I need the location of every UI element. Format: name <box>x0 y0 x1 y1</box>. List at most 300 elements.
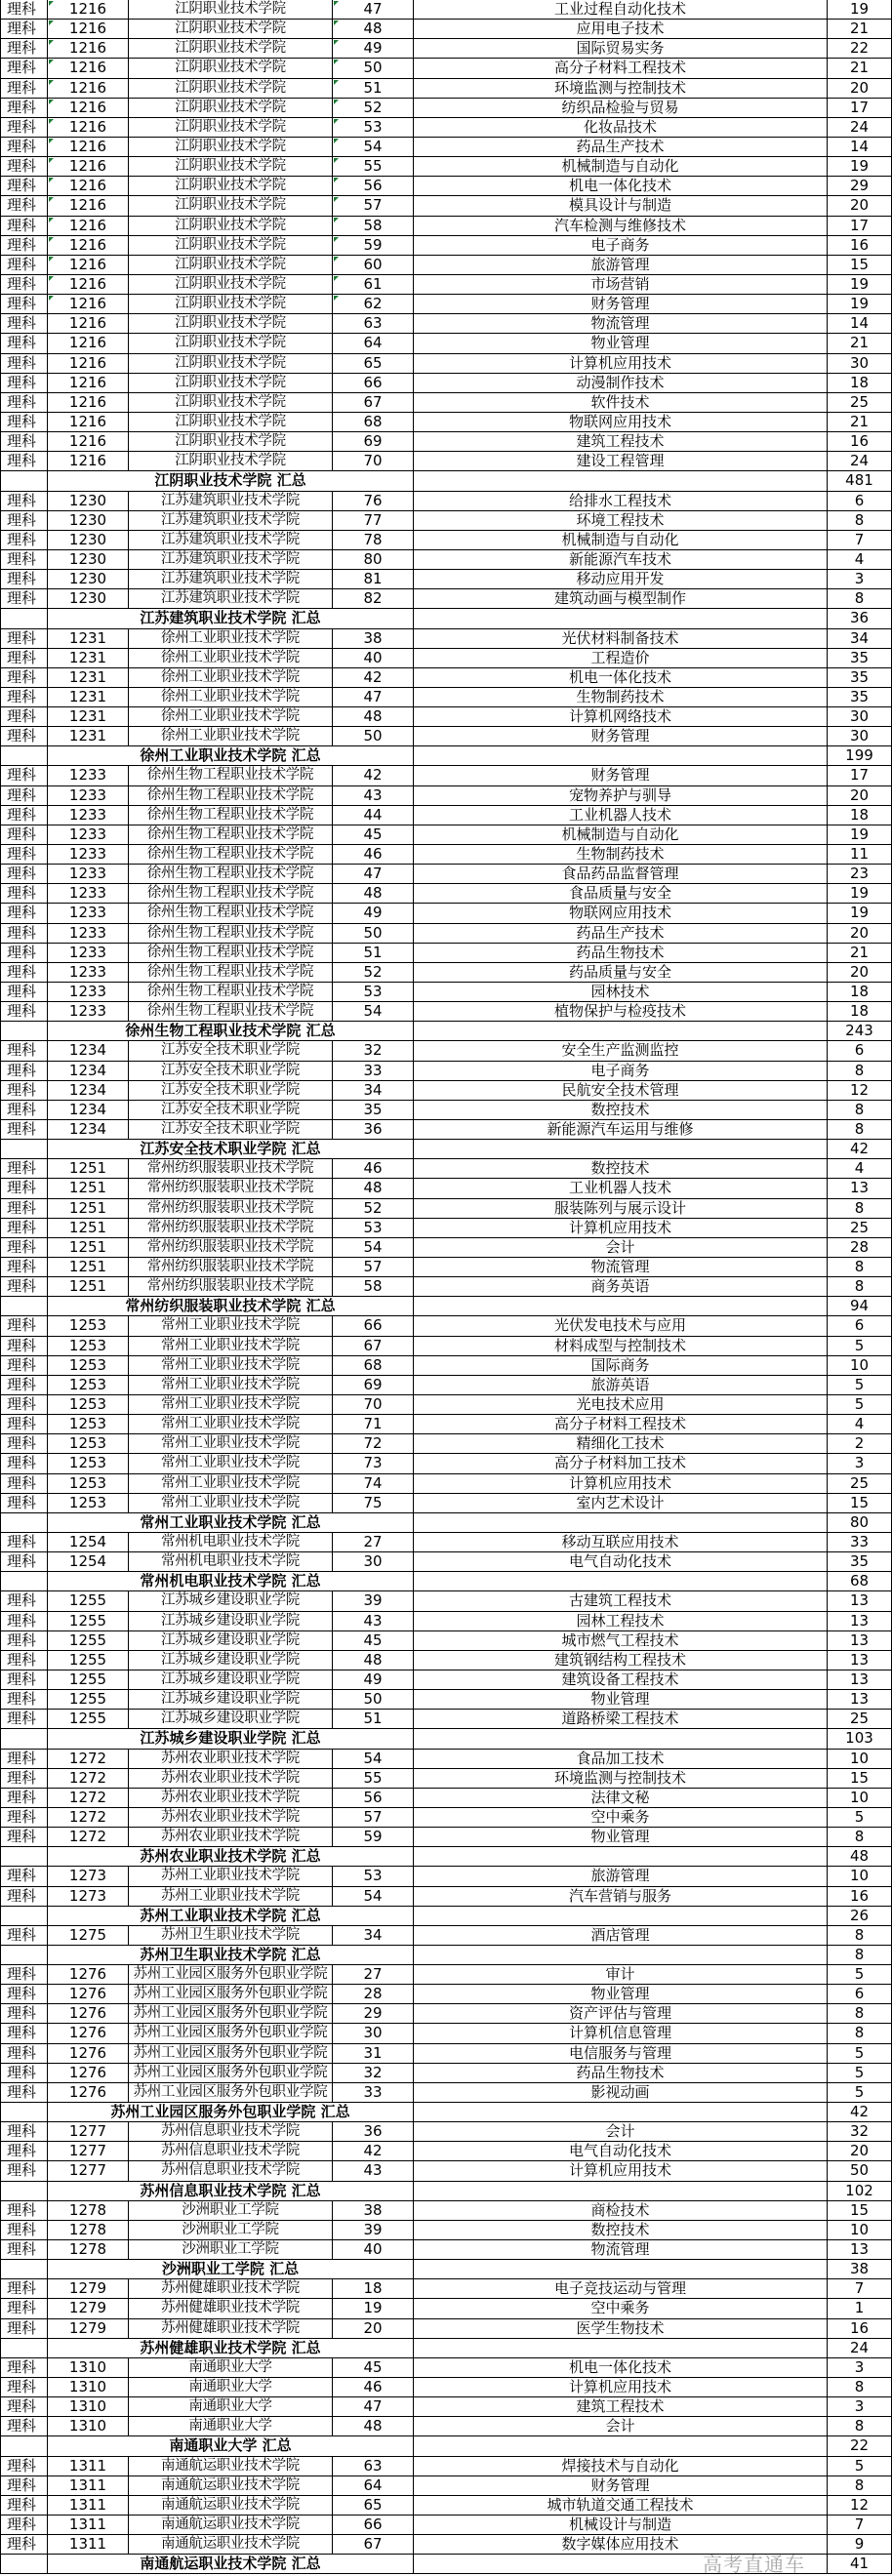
empty-cell[interactable] <box>0 1907 48 1925</box>
plan-count-cell[interactable]: 5 <box>828 1808 892 1827</box>
school-name-cell[interactable]: 江苏城乡建设职业学院 <box>129 1591 333 1610</box>
major-code-cell[interactable]: 62 <box>333 295 414 313</box>
major-name-cell[interactable]: 国际商务 <box>414 1356 828 1375</box>
plan-count-cell[interactable]: 16 <box>828 236 892 255</box>
empty-cell[interactable] <box>0 1847 48 1866</box>
plan-count-cell[interactable]: 12 <box>828 1081 892 1100</box>
category-cell[interactable]: 理科 <box>0 884 48 903</box>
category-cell[interactable]: 理科 <box>0 2122 48 2141</box>
major-name-cell[interactable]: 物流管理 <box>414 314 828 333</box>
category-cell[interactable]: 理科 <box>0 1631 48 1650</box>
plan-count-cell[interactable]: 13 <box>828 1179 892 1197</box>
category-cell[interactable]: 理科 <box>0 1376 48 1394</box>
subtotal-value-cell[interactable]: 102 <box>828 2182 892 2200</box>
major-name-cell[interactable]: 新能源汽车运用与维修 <box>414 1120 828 1139</box>
major-code-cell[interactable]: 69 <box>333 432 414 451</box>
school-code-cell[interactable]: 1233 <box>48 865 129 883</box>
major-code-cell[interactable]: 36 <box>333 2122 414 2141</box>
school-code-cell[interactable]: 1230 <box>48 492 129 510</box>
plan-count-cell[interactable]: 7 <box>828 2516 892 2534</box>
major-name-cell[interactable]: 会计 <box>414 1238 828 1257</box>
school-code-cell[interactable]: 1233 <box>48 806 129 825</box>
category-cell[interactable]: 理科 <box>0 2417 48 2435</box>
major-name-cell[interactable]: 高分子材料加工技术 <box>414 1454 828 1472</box>
major-name-cell[interactable]: 机械制造与自动化 <box>414 157 828 176</box>
category-cell[interactable]: 理科 <box>0 217 48 235</box>
major-code-cell[interactable]: 45 <box>333 1631 414 1650</box>
school-name-cell[interactable]: 江阴职业技术学院 <box>129 393 333 412</box>
school-name-cell[interactable]: 江阴职业技术学院 <box>129 236 333 255</box>
major-name-cell[interactable]: 食品加工技术 <box>414 1750 828 1768</box>
category-cell[interactable]: 理科 <box>0 2457 48 2475</box>
major-name-cell[interactable]: 物业管理 <box>414 1828 828 1846</box>
category-cell[interactable]: 理科 <box>0 570 48 588</box>
school-code-cell[interactable]: 1273 <box>48 1867 129 1885</box>
empty-cell[interactable] <box>0 471 48 490</box>
school-name-cell[interactable]: 江阴职业技术学院 <box>129 79 333 98</box>
plan-count-cell[interactable]: 1 <box>828 2299 892 2317</box>
plan-count-cell[interactable]: 25 <box>828 1474 892 1493</box>
category-cell[interactable]: 理科 <box>0 20 48 38</box>
subtotal-label-cell[interactable]: 南通职业大学 汇总 <box>48 2436 414 2455</box>
school-code-cell[interactable]: 1216 <box>48 99 129 117</box>
school-code-cell[interactable]: 1216 <box>48 354 129 373</box>
major-code-cell[interactable]: 43 <box>333 2161 414 2180</box>
category-cell[interactable]: 理科 <box>0 1277 48 1296</box>
major-code-cell[interactable]: 47 <box>333 2397 414 2416</box>
school-code-cell[interactable]: 1272 <box>48 1769 129 1788</box>
school-code-cell[interactable]: 1253 <box>48 1356 129 1375</box>
school-name-cell[interactable]: 南通航运职业技术学院 <box>129 2535 333 2554</box>
major-name-cell[interactable]: 园林技术 <box>414 983 828 1001</box>
major-name-cell[interactable]: 电子商务 <box>414 1062 828 1080</box>
school-name-cell[interactable]: 苏州工业职业技术学院 <box>129 1887 333 1906</box>
category-cell[interactable]: 理科 <box>0 138 48 156</box>
major-code-cell[interactable]: 69 <box>333 1376 414 1394</box>
school-name-cell[interactable]: 江苏安全技术职业学院 <box>129 1101 333 1119</box>
school-name-cell[interactable]: 苏州健雄职业技术学院 <box>129 2299 333 2317</box>
category-cell[interactable]: 理科 <box>0 2221 48 2239</box>
major-code-cell[interactable]: 52 <box>333 963 414 982</box>
school-name-cell[interactable]: 苏州农业职业技术学院 <box>129 1808 333 1827</box>
school-code-cell[interactable]: 1272 <box>48 1789 129 1807</box>
major-code-cell[interactable]: 60 <box>333 256 414 274</box>
category-cell[interactable]: 理科 <box>0 374 48 392</box>
major-code-cell[interactable]: 36 <box>333 1120 414 1139</box>
major-code-cell[interactable]: 18 <box>333 2279 414 2298</box>
school-name-cell[interactable]: 江苏城乡建设职业学院 <box>129 1690 333 1709</box>
major-code-cell[interactable]: 48 <box>333 20 414 38</box>
plan-count-cell[interactable]: 35 <box>828 688 892 706</box>
category-cell[interactable]: 理科 <box>0 786 48 805</box>
empty-cell[interactable] <box>414 746 828 765</box>
school-code-cell[interactable]: 1216 <box>48 196 129 215</box>
major-name-cell[interactable]: 药品生物技术 <box>414 2064 828 2082</box>
major-code-cell[interactable]: 53 <box>333 1219 414 1237</box>
school-name-cell[interactable]: 南通航运职业技术学院 <box>129 2476 333 2495</box>
major-code-cell[interactable]: 56 <box>333 177 414 195</box>
school-code-cell[interactable]: 1251 <box>48 1238 129 1257</box>
school-name-cell[interactable]: 徐州工业职业技术学院 <box>129 688 333 706</box>
major-code-cell[interactable]: 43 <box>333 1612 414 1630</box>
major-code-cell[interactable]: 74 <box>333 1474 414 1493</box>
plan-count-cell[interactable]: 28 <box>828 1238 892 1257</box>
major-name-cell[interactable]: 物业管理 <box>414 1985 828 2003</box>
school-name-cell[interactable]: 常州纺织服装职业技术学院 <box>129 1159 333 1178</box>
empty-cell[interactable] <box>414 2182 828 2200</box>
plan-count-cell[interactable]: 16 <box>828 1887 892 1906</box>
empty-cell[interactable] <box>414 2260 828 2278</box>
plan-count-cell[interactable]: 6 <box>828 1985 892 2003</box>
plan-count-cell[interactable]: 6 <box>828 492 892 510</box>
major-code-cell[interactable]: 27 <box>333 1533 414 1551</box>
plan-count-cell[interactable]: 19 <box>828 295 892 313</box>
category-cell[interactable]: 理科 <box>0 963 48 982</box>
major-name-cell[interactable]: 法律文秘 <box>414 1789 828 1807</box>
school-name-cell[interactable]: 徐州生物工程职业技术学院 <box>129 845 333 864</box>
plan-count-cell[interactable]: 18 <box>828 374 892 392</box>
category-cell[interactable]: 理科 <box>0 904 48 922</box>
major-code-cell[interactable]: 30 <box>333 2024 414 2042</box>
major-name-cell[interactable]: 建筑工程技术 <box>414 432 828 451</box>
major-name-cell[interactable]: 室内艺术设计 <box>414 1494 828 1512</box>
major-code-cell[interactable]: 63 <box>333 2457 414 2475</box>
plan-count-cell[interactable]: 9 <box>828 2535 892 2554</box>
plan-count-cell[interactable]: 16 <box>828 2319 892 2338</box>
subtotal-value-cell[interactable]: 68 <box>828 1572 892 1590</box>
subtotal-value-cell[interactable]: 199 <box>828 746 892 765</box>
plan-count-cell[interactable]: 20 <box>828 79 892 98</box>
plan-count-cell[interactable]: 13 <box>828 1631 892 1650</box>
school-code-cell[interactable]: 1255 <box>48 1612 129 1630</box>
subtotal-label-cell[interactable]: 徐州生物工程职业技术学院 汇总 <box>48 1022 414 1040</box>
major-code-cell[interactable]: 42 <box>333 2142 414 2160</box>
plan-count-cell[interactable]: 8 <box>828 1277 892 1296</box>
school-name-cell[interactable]: 江苏建筑职业技术学院 <box>129 589 333 608</box>
plan-count-cell[interactable]: 21 <box>828 944 892 962</box>
school-name-cell[interactable]: 徐州工业职业技术学院 <box>129 629 333 648</box>
category-cell[interactable]: 理科 <box>0 1337 48 1355</box>
school-name-cell[interactable]: 苏州工业园区服务外包职业学院 <box>129 1965 333 1984</box>
major-name-cell[interactable]: 古建筑工程技术 <box>414 1591 828 1610</box>
category-cell[interactable]: 理科 <box>0 1101 48 1119</box>
school-name-cell[interactable]: 江阴职业技术学院 <box>129 354 333 373</box>
major-code-cell[interactable]: 51 <box>333 79 414 98</box>
school-code-cell[interactable]: 1251 <box>48 1199 129 1218</box>
school-code-cell[interactable]: 1310 <box>48 2397 129 2416</box>
school-name-cell[interactable]: 江阴职业技术学院 <box>129 275 333 294</box>
plan-count-cell[interactable]: 15 <box>828 2201 892 2220</box>
subtotal-label-cell[interactable]: 江阴职业技术学院 汇总 <box>48 471 414 490</box>
major-code-cell[interactable]: 65 <box>333 354 414 373</box>
category-cell[interactable]: 理科 <box>0 334 48 352</box>
school-name-cell[interactable]: 苏州工业园区服务外包职业学院 <box>129 2004 333 2023</box>
category-cell[interactable]: 理科 <box>0 924 48 943</box>
major-name-cell[interactable]: 建筑钢结构工程技术 <box>414 1651 828 1670</box>
plan-count-cell[interactable]: 4 <box>828 550 892 569</box>
category-cell[interactable]: 理科 <box>0 99 48 117</box>
major-name-cell[interactable]: 宠物养护与驯导 <box>414 786 828 805</box>
school-code-cell[interactable]: 1278 <box>48 2221 129 2239</box>
school-code-cell[interactable]: 1216 <box>48 374 129 392</box>
school-code-cell[interactable]: 1255 <box>48 1690 129 1709</box>
subtotal-label-cell[interactable]: 江苏城乡建设职业学院 汇总 <box>48 1729 414 1748</box>
school-code-cell[interactable]: 1251 <box>48 1159 129 1178</box>
category-cell[interactable]: 理科 <box>0 492 48 510</box>
major-name-cell[interactable]: 建筑设备工程技术 <box>414 1670 828 1689</box>
major-name-cell[interactable]: 空中乘务 <box>414 1808 828 1827</box>
empty-cell[interactable] <box>414 2339 828 2357</box>
major-name-cell[interactable]: 财务管理 <box>414 2476 828 2495</box>
subtotal-value-cell[interactable]: 42 <box>828 1140 892 1158</box>
major-code-cell[interactable]: 59 <box>333 1828 414 1846</box>
plan-count-cell[interactable]: 10 <box>828 1867 892 1885</box>
school-name-cell[interactable]: 徐州工业职业技术学院 <box>129 649 333 667</box>
school-code-cell[interactable]: 1230 <box>48 511 129 530</box>
major-code-cell[interactable]: 49 <box>333 39 414 58</box>
school-code-cell[interactable]: 1233 <box>48 884 129 903</box>
category-cell[interactable]: 理科 <box>0 2004 48 2023</box>
plan-count-cell[interactable]: 10 <box>828 1789 892 1807</box>
plan-count-cell[interactable]: 34 <box>828 629 892 648</box>
category-cell[interactable]: 理科 <box>0 1926 48 1945</box>
major-code-cell[interactable]: 31 <box>333 2044 414 2063</box>
category-cell[interactable]: 理科 <box>0 1434 48 1453</box>
plan-count-cell[interactable]: 4 <box>828 1159 892 1178</box>
major-name-cell[interactable]: 电子商务 <box>414 236 828 255</box>
empty-cell[interactable] <box>0 1022 48 1040</box>
school-name-cell[interactable]: 江苏建筑职业技术学院 <box>129 570 333 588</box>
category-cell[interactable]: 理科 <box>0 2279 48 2298</box>
major-name-cell[interactable]: 计算机应用技术 <box>414 1219 828 1237</box>
major-code-cell[interactable]: 73 <box>333 1454 414 1472</box>
category-cell[interactable]: 理科 <box>0 1808 48 1827</box>
plan-count-cell[interactable]: 21 <box>828 59 892 77</box>
category-cell[interactable]: 理科 <box>0 1651 48 1670</box>
plan-count-cell[interactable]: 24 <box>828 118 892 137</box>
plan-count-cell[interactable]: 12 <box>828 2496 892 2515</box>
major-code-cell[interactable]: 20 <box>333 2319 414 2338</box>
major-name-cell[interactable]: 光伏材料制备技术 <box>414 629 828 648</box>
school-name-cell[interactable]: 江阴职业技术学院 <box>129 217 333 235</box>
school-code-cell[interactable]: 1251 <box>48 1179 129 1197</box>
subtotal-label-cell[interactable]: 沙洲职业工学院 汇总 <box>48 2260 414 2278</box>
category-cell[interactable]: 理科 <box>0 39 48 58</box>
category-cell[interactable]: 理科 <box>0 1415 48 1433</box>
category-cell[interactable]: 理科 <box>0 2240 48 2259</box>
major-name-cell[interactable]: 商务英语 <box>414 1277 828 1296</box>
plan-count-cell[interactable]: 7 <box>828 531 892 549</box>
empty-cell[interactable] <box>414 1022 828 1040</box>
school-code-cell[interactable]: 1216 <box>48 334 129 352</box>
category-cell[interactable]: 理科 <box>0 275 48 294</box>
major-code-cell[interactable]: 77 <box>333 511 414 530</box>
major-code-cell[interactable]: 35 <box>333 1101 414 1119</box>
plan-count-cell[interactable]: 21 <box>828 413 892 431</box>
category-cell[interactable]: 理科 <box>0 1867 48 1885</box>
school-name-cell[interactable]: 苏州工业园区服务外包职业学院 <box>129 2044 333 2063</box>
plan-count-cell[interactable]: 24 <box>828 452 892 470</box>
empty-cell[interactable] <box>414 1729 828 1748</box>
school-code-cell[interactable]: 1233 <box>48 924 129 943</box>
plan-count-cell[interactable]: 18 <box>828 1002 892 1021</box>
major-name-cell[interactable]: 市场营销 <box>414 275 828 294</box>
major-name-cell[interactable]: 电气自动化技术 <box>414 2142 828 2160</box>
major-name-cell[interactable]: 数控技术 <box>414 1101 828 1119</box>
school-code-cell[interactable]: 1216 <box>48 118 129 137</box>
major-name-cell[interactable]: 财务管理 <box>414 295 828 313</box>
school-name-cell[interactable]: 南通职业大学 <box>129 2378 333 2396</box>
plan-count-cell[interactable]: 19 <box>828 884 892 903</box>
major-code-cell[interactable]: 68 <box>333 1356 414 1375</box>
category-cell[interactable]: 理科 <box>0 1356 48 1375</box>
plan-count-cell[interactable]: 3 <box>828 2397 892 2416</box>
plan-count-cell[interactable]: 21 <box>828 20 892 38</box>
school-name-cell[interactable]: 苏州工业职业技术学院 <box>129 1867 333 1885</box>
empty-cell[interactable] <box>414 1946 828 1964</box>
empty-cell[interactable] <box>0 1946 48 1964</box>
school-name-cell[interactable]: 常州工业职业技术学院 <box>129 1434 333 1453</box>
major-name-cell[interactable]: 光伏发电技术与应用 <box>414 1316 828 1335</box>
category-cell[interactable]: 理科 <box>0 0 48 19</box>
school-name-cell[interactable]: 常州工业职业技术学院 <box>129 1376 333 1394</box>
major-code-cell[interactable]: 80 <box>333 550 414 569</box>
category-cell[interactable]: 理科 <box>0 118 48 137</box>
major-name-cell[interactable]: 园林工程技术 <box>414 1612 828 1630</box>
major-name-cell[interactable]: 机电一体化技术 <box>414 177 828 195</box>
school-code-cell[interactable]: 1231 <box>48 707 129 726</box>
major-name-cell[interactable]: 城市燃气工程技术 <box>414 1631 828 1650</box>
major-code-cell[interactable]: 53 <box>333 118 414 137</box>
school-name-cell[interactable]: 沙洲职业工学院 <box>129 2201 333 2220</box>
school-code-cell[interactable]: 1216 <box>48 59 129 77</box>
plan-count-cell[interactable]: 8 <box>828 1199 892 1218</box>
plan-count-cell[interactable]: 15 <box>828 256 892 274</box>
major-code-cell[interactable]: 71 <box>333 1415 414 1433</box>
major-code-cell[interactable]: 28 <box>333 1985 414 2003</box>
major-code-cell[interactable]: 53 <box>333 983 414 1001</box>
empty-cell[interactable] <box>414 1513 828 1532</box>
school-name-cell[interactable]: 江阴职业技术学院 <box>129 413 333 431</box>
school-code-cell[interactable]: 1253 <box>48 1434 129 1453</box>
school-name-cell[interactable]: 苏州健雄职业技术学院 <box>129 2319 333 2338</box>
school-code-cell[interactable]: 1251 <box>48 1258 129 1276</box>
category-cell[interactable]: 理科 <box>0 2358 48 2377</box>
major-code-cell[interactable]: 78 <box>333 531 414 549</box>
subtotal-label-cell[interactable]: 常州机电职业技术学院 汇总 <box>48 1572 414 1590</box>
category-cell[interactable]: 理科 <box>0 1887 48 1906</box>
plan-count-cell[interactable]: 13 <box>828 1690 892 1709</box>
school-code-cell[interactable]: 1279 <box>48 2319 129 2338</box>
category-cell[interactable]: 理科 <box>0 1828 48 1846</box>
school-code-cell[interactable]: 1255 <box>48 1651 129 1670</box>
category-cell[interactable]: 理科 <box>0 1120 48 1139</box>
plan-count-cell[interactable]: 7 <box>828 2279 892 2298</box>
plan-count-cell[interactable]: 5 <box>828 2457 892 2475</box>
major-name-cell[interactable]: 计算机网络技术 <box>414 707 828 726</box>
major-name-cell[interactable]: 财务管理 <box>414 727 828 745</box>
major-code-cell[interactable]: 43 <box>333 786 414 805</box>
major-name-cell[interactable]: 生物制药技术 <box>414 688 828 706</box>
major-name-cell[interactable]: 道路桥梁工程技术 <box>414 1710 828 1728</box>
category-cell[interactable]: 理科 <box>0 413 48 431</box>
empty-cell[interactable] <box>414 1907 828 1925</box>
subtotal-value-cell[interactable]: 26 <box>828 1907 892 1925</box>
major-name-cell[interactable]: 电信服务与管理 <box>414 2044 828 2063</box>
plan-count-cell[interactable]: 10 <box>828 2221 892 2239</box>
plan-count-cell[interactable]: 14 <box>828 138 892 156</box>
subtotal-label-cell[interactable]: 苏州工业园区服务外包职业学院 汇总 <box>48 2103 414 2121</box>
plan-count-cell[interactable]: 30 <box>828 727 892 745</box>
empty-cell[interactable] <box>414 1572 828 1590</box>
school-code-cell[interactable]: 1233 <box>48 1002 129 1021</box>
school-name-cell[interactable]: 江阴职业技术学院 <box>129 157 333 176</box>
subtotal-label-cell[interactable]: 苏州工业职业技术学院 汇总 <box>48 1907 414 1925</box>
major-name-cell[interactable]: 影视动画 <box>414 2083 828 2102</box>
major-code-cell[interactable]: 82 <box>333 589 414 608</box>
plan-count-cell[interactable]: 6 <box>828 1316 892 1335</box>
category-cell[interactable]: 理科 <box>0 157 48 176</box>
school-code-cell[interactable]: 1254 <box>48 1533 129 1551</box>
major-name-cell[interactable]: 机械制造与自动化 <box>414 531 828 549</box>
school-code-cell[interactable]: 1216 <box>48 314 129 333</box>
school-code-cell[interactable]: 1216 <box>48 138 129 156</box>
major-code-cell[interactable]: 67 <box>333 393 414 412</box>
school-name-cell[interactable]: 常州纺织服装职业技术学院 <box>129 1277 333 1296</box>
school-code-cell[interactable]: 1310 <box>48 2378 129 2396</box>
school-name-cell[interactable]: 苏州健雄职业技术学院 <box>129 2279 333 2298</box>
plan-count-cell[interactable]: 15 <box>828 1494 892 1512</box>
major-name-cell[interactable]: 医学生物技术 <box>414 2319 828 2338</box>
major-code-cell[interactable]: 66 <box>333 1316 414 1335</box>
school-name-cell[interactable]: 常州工业职业技术学院 <box>129 1494 333 1512</box>
school-code-cell[interactable]: 1233 <box>48 904 129 922</box>
school-name-cell[interactable]: 徐州生物工程职业技术学院 <box>129 884 333 903</box>
plan-count-cell[interactable]: 32 <box>828 2122 892 2141</box>
category-cell[interactable]: 理科 <box>0 452 48 470</box>
plan-count-cell[interactable]: 8 <box>828 1062 892 1080</box>
plan-count-cell[interactable]: 19 <box>828 157 892 176</box>
major-code-cell[interactable]: 40 <box>333 649 414 667</box>
major-code-cell[interactable]: 49 <box>333 904 414 922</box>
major-name-cell[interactable]: 药品生物技术 <box>414 944 828 962</box>
school-name-cell[interactable]: 南通航运职业技术学院 <box>129 2457 333 2475</box>
major-name-cell[interactable]: 工业机器人技术 <box>414 806 828 825</box>
category-cell[interactable]: 理科 <box>0 79 48 98</box>
empty-cell[interactable] <box>0 2555 48 2573</box>
category-cell[interactable]: 理科 <box>0 825 48 844</box>
major-name-cell[interactable]: 商检技术 <box>414 2201 828 2220</box>
empty-cell[interactable] <box>0 1297 48 1315</box>
school-code-cell[interactable]: 1230 <box>48 570 129 588</box>
school-name-cell[interactable]: 徐州生物工程职业技术学院 <box>129 865 333 883</box>
plan-count-cell[interactable]: 5 <box>828 2083 892 2102</box>
major-code-cell[interactable]: 45 <box>333 825 414 844</box>
empty-cell[interactable] <box>0 1572 48 1590</box>
school-name-cell[interactable]: 常州工业职业技术学院 <box>129 1316 333 1335</box>
plan-count-cell[interactable]: 25 <box>828 393 892 412</box>
major-name-cell[interactable]: 高分子材料工程技术 <box>414 1415 828 1433</box>
category-cell[interactable]: 理科 <box>0 2319 48 2338</box>
plan-count-cell[interactable]: 17 <box>828 217 892 235</box>
school-name-cell[interactable]: 徐州生物工程职业技术学院 <box>129 944 333 962</box>
empty-cell[interactable] <box>414 609 828 627</box>
major-code-cell[interactable]: 51 <box>333 1710 414 1728</box>
major-name-cell[interactable]: 光电技术应用 <box>414 1395 828 1414</box>
category-cell[interactable]: 理科 <box>0 727 48 745</box>
plan-count-cell[interactable]: 5 <box>828 2044 892 2063</box>
category-cell[interactable]: 理科 <box>0 236 48 255</box>
